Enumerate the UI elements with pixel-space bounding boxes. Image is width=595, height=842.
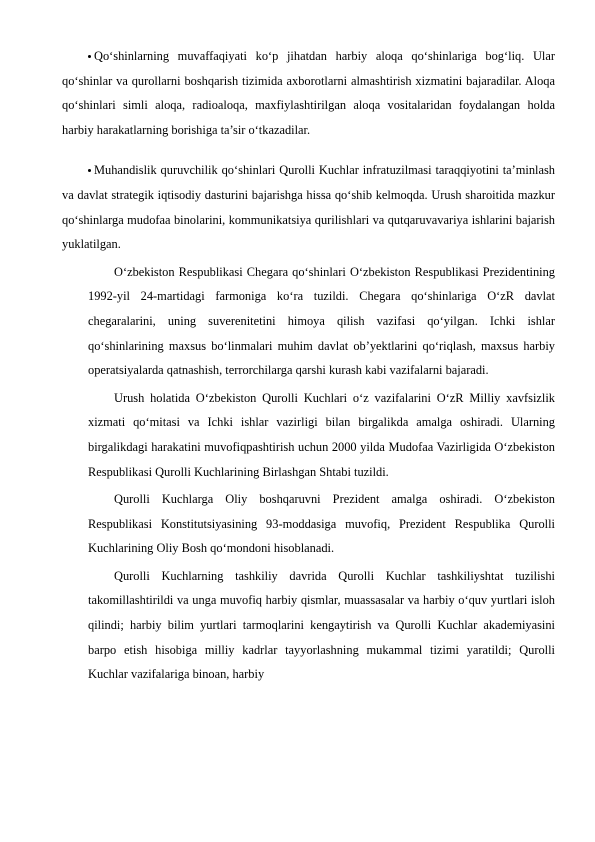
paragraph-text: Qo‘shinlarning muvaffaqiyati ko‘p jihatdan harbiy aloqa qo‘shinlariga bog‘liq. Ular qo‘shinlar va qurollarni boshqarish tizimida axborotlarni almashtirish xizmatini bajaradilar. Aloqa qo‘shinlari simli aloqa, radioaloqa, maxfiylashtirilgan aloqa vositalaridan foydalangan holda harbiy harakatlarning borishiga ta’sir o‘tkazadilar. [62, 49, 555, 137]
paragraph-border-troops: O‘zbekiston Respublikasi Chegara qo‘shinlari O‘zbekiston Respublikasi Prezidentining 1992-yil 24-martidagi farmoniga ko‘ra tuzildi. Chegara qo‘shinlariga O‘zR davlat chegaralarini, uning suverenitetini himoya qilish vazifasi qo‘yilgan. Ichki ishlar qo‘shinlarining maxsus bo‘linmalari muhim davlat ob’yektlarini qo‘riqlash, maxsus harbiy operatsiyalarda qatnashish, terrorchilarga qarshi kurash kabi vazifalarni bajaradi. [88, 264, 555, 378]
bullet-paragraph-engineering-troops [62, 158, 555, 256]
paragraph-text: Muhandislik quruvchilik qo‘shinlari Qurolli Kuchlar infratuzilmasi taraqqiyotini ta’minlash va davlat strategik iqtisodiy dasturini bajarishga hissa qo‘shib kelmoqda. Urush sharoitida mazkur qo‘shinlarga mudofaa binolarini, kommunikatsiya qurilishlari va qutqaruvavariya ishlarini bajarish yuklatilgan. [62, 163, 555, 252]
paragraph-supreme-command: Qurolli Kuchlarga Oliy boshqaruvni Prezident amalga oshiradi. O‘zbekiston Respublikasi Konstitutsiyasining 93-moddasiga muvofiq, Prezident Respublika Qurolli Kuchlarining Oliy Bosh qo‘mondoni hisoblanadi. [88, 492, 555, 556]
bullet-icon [88, 169, 91, 172]
paragraph-organizational-period: Qurolli Kuchlarning tashkiliy davrida Qurolli Kuchlar tashkiliyshtat tuzilishi takomillashtirildi va unga muvofiq harbiy qismlar, muassasalar va harbiy o‘quv yurtlari isloh qilindi; harbiy bilim yurtlari tarmoqlarini kengaytirish va Qurolli Kuchlar akademiyasini barpo etish hisobiga milliy kadrlar tayyorlashning mukammal tizimi yaratildi; Qurolli Kuchlar vazifalariga binoan, harbiy [88, 568, 555, 682]
bullet-icon [88, 55, 91, 58]
paragraph-wartime-duties: Urush holatida O‘zbekiston Qurolli Kuchlari o‘z vazifalarini O‘zR Milliy xavfsizlik xizmati qo‘mitasi va Ichki ishlar vazirligi bilan birgalikda amalga oshiradi. Ularning birgalikdagi harakatini muvofiqpashtirish uchun 2000 yilda Mudofaa Vazirligida O‘zbekiston Respublikasi Qurolli Kuchlarining Birlashgan Shtabi tuzildi. [88, 390, 555, 479]
bullet-paragraph-signal-troops [62, 44, 555, 142]
